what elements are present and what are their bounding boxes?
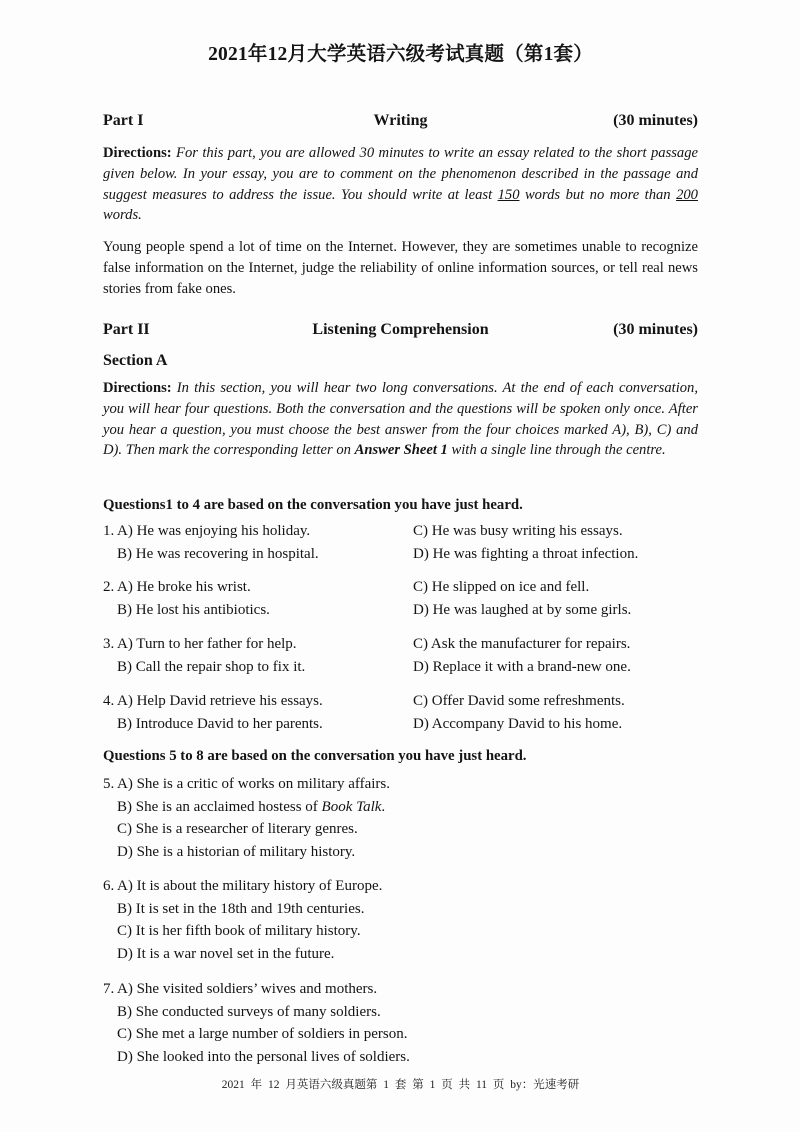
max-words: 200 [676,186,698,203]
part2-time: (30 minutes) [613,321,698,338]
question-2: 2. A) He broke his wrist. C) He slipped on ice and fell. B) He lost his antibiotics. D) He was laughed at by some girls. [103,576,698,621]
option-d[interactable]: D) She is a historian of military history. [117,843,356,860]
option-c[interactable]: C) Offer David some refreshments. [413,693,625,709]
option-b[interactable]: B) Call the repair shop to fix it. [117,658,306,675]
option-b[interactable]: B) It is set in the 18th and 19th centuries. [117,900,365,917]
option-d[interactable]: D) It is a war novel set in the future. [117,945,335,962]
question-4: 4. A) Help David retrieve his essays. C) Offer David some refreshments. B) Introduce David to her parents. D) Accompany David to his home. [103,690,698,735]
question-5: 5. A) She is a critic of works on military affairs. B) She is an acclaimed hostess of Book Talk. C) She is a researcher of literary genres. D) She is a historian of military history. [103,773,698,863]
option-c[interactable]: C) She is a researcher of literary genres. [117,821,358,837]
part1-header [103,112,698,134]
part2-directions: Directions: In this section, you will hear two long conversations. At the end of each conversation, you will hear four questions. Both the conversation and the questions will be spoken only once. After you hear a question, you must choose the best answer from the four choices marked A), B), C) and D). Then mark the corresponding letter on Answer Sheet 1 with a single line through the centre. [103,380,699,459]
part1-directions: Directions: For this part, you are allowed 30 minutes to write an essay related to the short passage given below. In your essay, you are to comment on the phenomenon described in the passage and suggest measures to address the issue. You should write at least 150 words but no more than 200 words. [103,145,699,224]
option-a[interactable]: A) It is about the military history of Europe. [117,878,383,894]
option-c[interactable]: C) She met a large number of soldiers in person. [117,1026,408,1042]
book-title: Book Talk [321,798,382,815]
directions-label: Directions: [103,145,172,161]
option-b[interactable]: B) He lost his antibiotics. [117,601,270,618]
option-a[interactable]: A) Turn to her father for help. [117,636,297,652]
part1-time: (30 minutes) [613,112,698,129]
option-b[interactable]: B) He was recovering in hospital. [117,545,319,562]
option-a[interactable]: A) Help David retrieve his essays. [117,693,323,709]
option-d[interactable]: D) He was laughed at by some girls. [413,601,632,618]
part2-label: Part II [103,321,150,338]
option-a[interactable]: A) He was enjoying his holiday. [117,523,311,539]
section-a-heading: Section A [103,352,168,369]
answer-sheet-ref: Answer Sheet 1 [354,442,448,459]
min-words: 150 [497,186,520,203]
part2-name: Listening Comprehension [312,321,489,338]
questions-5-8-heading: Questions 5 to 8 are based on the conversation you have just heard. [103,748,527,764]
option-d[interactable]: D) Replace it with a brand-new one. [413,658,631,675]
page-footer: 2021 年 12 月英语六级真题第 1 套 第 1 页 共 11 页 by：光速考研 [221,1079,580,1091]
option-b[interactable]: B) She conducted surveys of many soldiers. [117,1003,381,1020]
option-c[interactable]: C) Ask the manufacturer for repairs. [413,636,631,652]
option-c[interactable]: C) It is her fifth book of military history. [117,923,361,939]
option-d[interactable]: D) She looked into the personal lives of soldiers. [117,1048,410,1065]
option-a[interactable]: A) She is a critic of works on military affairs. [117,776,390,792]
option-a[interactable]: A) She visited soldiers’ wives and mothers. [117,981,378,997]
question-7: 7. A) She visited soldiers’ wives and mothers. B) She conducted surveys of many soldiers. C) She met a large number of soldiers in person. D) She looked into the personal lives of soldiers. [103,978,698,1068]
questions-1-4-heading: Questions1 to 4 are based on the conversation you have just heard. [103,497,523,513]
option-b[interactable]: B) She is an acclaimed hostess of Book Talk. [117,798,386,815]
question-1: 1. A) He was enjoying his holiday. C) He was busy writing his essays. B) He was recovering in hospital. D) He was fighting a throat infection. [103,520,698,565]
option-c[interactable]: C) He slipped on ice and fell. [413,579,590,595]
writing-passage: Young people spend a lot of time on the Internet. However, they are sometimes unable to recognize false information on the Internet, judge the reliability of online information sources, or tell real news stories from fake ones. [103,239,698,297]
directions-label: Directions: [103,380,172,396]
option-b[interactable]: B) Introduce David to her parents. [117,715,323,732]
option-d[interactable]: D) Accompany David to his home. [413,715,623,732]
part1-label: Part I [103,112,144,129]
part1-name: Writing [373,112,428,129]
part2-header [103,321,698,343]
option-a[interactable]: A) He broke his wrist. [117,579,251,595]
question-3: 3. A) Turn to her father for help. C) Ask the manufacturer for repairs. B) Call the repair shop to fix it. D) Replace it with a brand-new one. [103,633,698,678]
option-d[interactable]: D) He was fighting a throat infection. [413,545,639,562]
page-title: 2021年12月大学英语六级考试真题（第1套） [208,44,593,65]
question-6: 6. A) It is about the military history of Europe. B) It is set in the 18th and 19th centuries. C) It is her fifth book of military history. D) It is a war novel set in the future. [103,875,698,965]
option-c[interactable]: C) He was busy writing his essays. [413,523,623,539]
